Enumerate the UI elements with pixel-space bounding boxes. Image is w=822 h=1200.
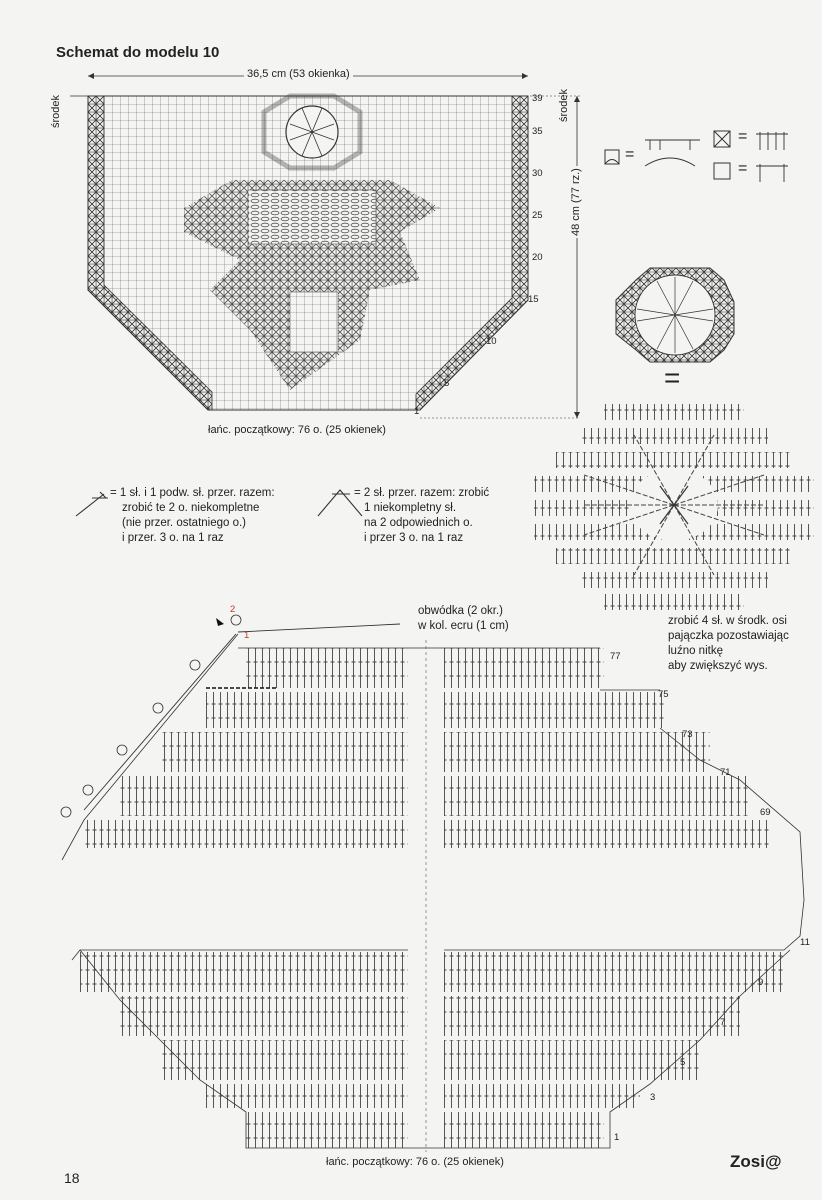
row-number: 11: [800, 937, 810, 948]
row-number: 9: [758, 977, 764, 988]
legend-equals: =: [738, 128, 748, 145]
bottom-base-label: łańc. początkowy: 76 o. (25 okienek): [326, 1156, 504, 1168]
row-number: 35: [532, 126, 543, 137]
row-number: 71: [720, 767, 731, 778]
signature: Zosi@: [730, 1152, 782, 1171]
note-line: = 1 sł. i 1 podw. sł. przer. razem:: [110, 487, 275, 499]
border-note: [418, 604, 509, 634]
height-label: 48 cm (77 rz.): [570, 168, 582, 236]
row-number: 69: [760, 807, 771, 818]
spider-motif-grid: [616, 268, 734, 362]
legend-equals: =: [625, 146, 635, 163]
note-line: obwódka (2 okr.): [418, 605, 504, 617]
top-base-label: łańc. początkowy: 76 o. (25 okienek): [208, 424, 386, 436]
legend-equals: =: [738, 160, 748, 177]
center-label-right: środek: [558, 88, 570, 122]
row-number: 30: [532, 168, 543, 179]
top-filet-chart: [88, 96, 528, 410]
note-line: (nie przer. ostatniego o.): [122, 517, 247, 529]
note-line: = 2 sł. przer. razem: zrobić: [354, 487, 490, 499]
page-number: 18: [64, 1170, 80, 1186]
note-line: na 2 odpowiednich o.: [364, 517, 473, 529]
note-line: pajączka pozostawiając: [668, 630, 789, 642]
row-number: 5: [444, 378, 450, 389]
width-label: 36,5 cm (53 okienka): [244, 68, 353, 81]
note-line: w kol. ecru (1 cm): [418, 620, 509, 632]
row-number: 1: [414, 406, 420, 417]
spider-note: [668, 614, 789, 674]
row-number: 15: [528, 294, 539, 305]
note-line: i przer 3 o. na 1 raz: [364, 532, 464, 544]
edge-marker: 2: [230, 604, 236, 615]
row-number: 75: [658, 689, 669, 700]
center-label-left: środek: [50, 94, 62, 128]
row-number: 39: [532, 93, 543, 104]
motif-equals: =: [664, 362, 681, 393]
decrease-note-2: [354, 486, 489, 546]
row-number: 3: [650, 1092, 656, 1103]
row-number: 73: [682, 729, 693, 740]
row-number: 1: [614, 1132, 620, 1143]
row-number: 7: [720, 1017, 726, 1028]
edge-marker: 1: [244, 630, 250, 641]
row-number: 77: [610, 651, 621, 662]
row-number: 25: [532, 210, 543, 221]
note-line: luźno nitkę: [668, 645, 723, 657]
note-line: 1 niekompletny sł.: [364, 502, 457, 514]
note-line: aby zwiększyć wys.: [668, 660, 768, 672]
note-line: zrobić 4 sł. w środk. osi: [668, 615, 787, 627]
page-title: Schemat do modelu 10: [56, 44, 220, 61]
bottom-crochet-chart: [61, 615, 804, 1152]
row-number: 20: [532, 252, 543, 263]
spider-motif-stitches: [534, 404, 814, 610]
decrease-note-1: [110, 486, 275, 546]
note-line: zrobić te 2 o. niekompletne: [122, 502, 260, 514]
row-number: 10: [486, 336, 497, 347]
row-number: 5: [680, 1057, 686, 1068]
note-line: i przer. 3 o. na 1 raz: [122, 532, 224, 544]
